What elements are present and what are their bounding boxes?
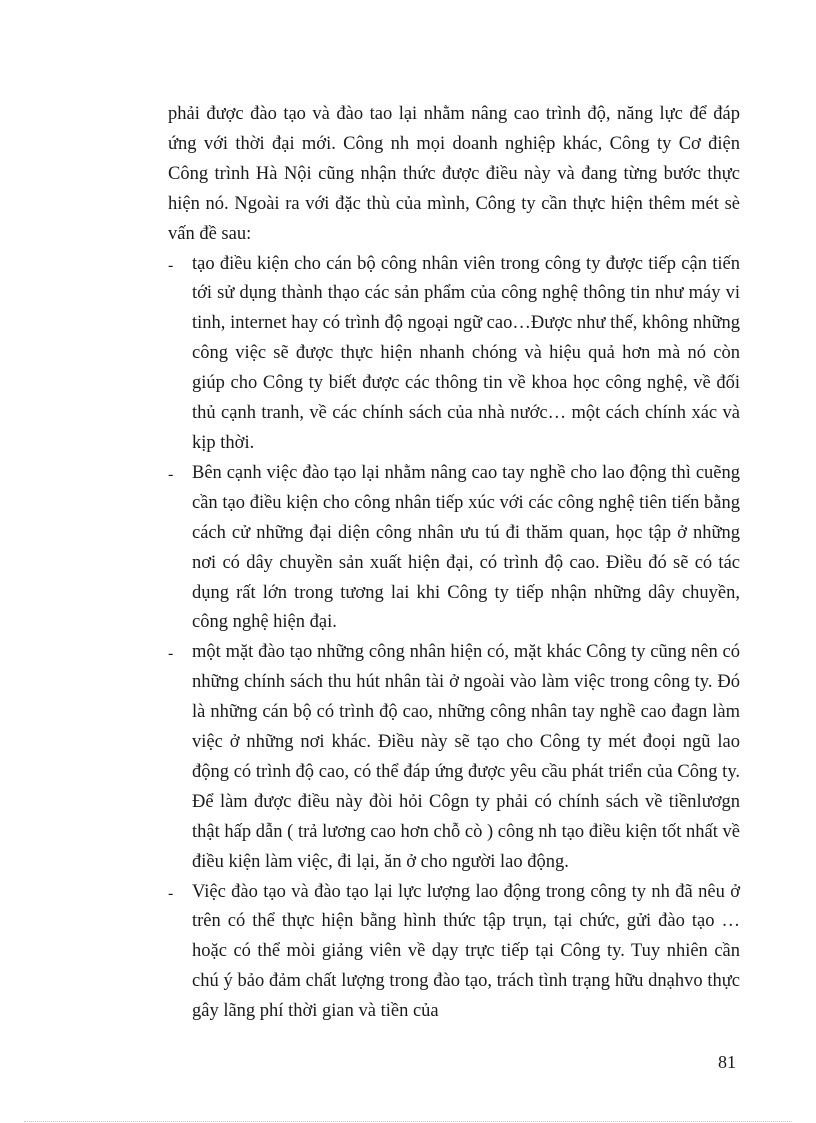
intro-paragraph: phải được đào tạo và đào tao lại nhằm nâng cao trình độ, năng lực để đáp ứng với thời đại mới. Công nh mọi doanh nghiệp khác, Công ty Cơ điện Công trình Hà Nội cũng nhận thức được điều này và đang từng bước thực hiện nó. Ngoài ra với đặc thù của mình, Công ty cần thực hiện thêm mét sè vấn đề sau: — [168, 104, 740, 244]
list-item — [168, 250, 740, 459]
list-item-text: tạo điều kiện cho cán bộ công nhân viên trong công ty được tiếp cận tiến tới sử dụng thành thạo các sản phẩm của công nghệ thông tin như máy vi tinh, internet hay có trình độ ngoại ngữ cao…Được như thế, không những công việc sẽ được thực hiện nhanh chóng và hiệu quả hơn mà nó còn giúp cho Công ty biết được các thông tin về khoa học công nghệ, về đối thủ cạnh tranh, về các chính sách của nhà nước… một cách chính xác và kịp thời. — [192, 253, 740, 453]
list-item-text: Việc đào tạo và đào tạo lại lực lượng lao động trong công ty nh đã nêu ở trên có thể thực hiện bằng hình thức tập trụn, tại chức, gửi đào tạo … hoặc có thể mòi giảng viên về dạy trực tiếp tại Công ty. Tuy nhiên cần chú ý bảo đảm chất lượng trong đào tạo, trách tình trạng hữu dnạhvo thực gây lãng phí thời gian và tiền của — [192, 881, 740, 1022]
list-item-text: Bên cạnh việc đào tạo lại nhằm nâng cao tay nghề cho lao động thì cuẽng cần tạo điều kiện cho công nhân tiếp xúc với các công nghệ tiên tiến bằng cách cử những đại diện công nhân ưu tú đi thăm quan, học tập ở những nơi có dây chuyền sản xuất hiện đại, có trình độ cao. Điều đó sẽ có tác dụng rất lớn trong tương lai khi Công ty tiếp nhận những dây chuyền, công nghệ hiện đại. — [192, 462, 740, 633]
bullet-dash: - — [168, 884, 174, 902]
bullet-dash: - — [168, 465, 174, 483]
bullet-dash: - — [168, 256, 174, 274]
list-item-text: một mặt đào tạo những công nhân hiện có, mặt khác Công ty cũng nên có những chính sách thu hút nhân tài ở ngoài vào làm việc trong công ty. Đó là những cán bộ có trình độ cao, những công nhân tay nghề cao đagn làm việc ở những nơi khác. Điều này sẽ tạo cho Công ty mét đoọi ngũ lao động có trình độ cao, có thể đáp ứng được yêu cầu phát triển của Công ty. Để làm được điều này đòi hỏi Côgn ty phải có chính sách về tiềnlươgn thật hấp dẫn ( trả lương cao hơn chỗ cò ) công nh tạo điều kiện tốt nhất về điều kiện làm việc, đi lại, ăn ở cho người lao động. — [192, 642, 740, 872]
bullet-dash: - — [168, 645, 174, 663]
list-item — [168, 878, 740, 1028]
list-item — [168, 459, 740, 638]
list-item — [168, 638, 740, 877]
page-number: 81 — [718, 1052, 736, 1072]
body-text — [168, 100, 740, 1027]
page-bottom-divider — [24, 1121, 792, 1122]
